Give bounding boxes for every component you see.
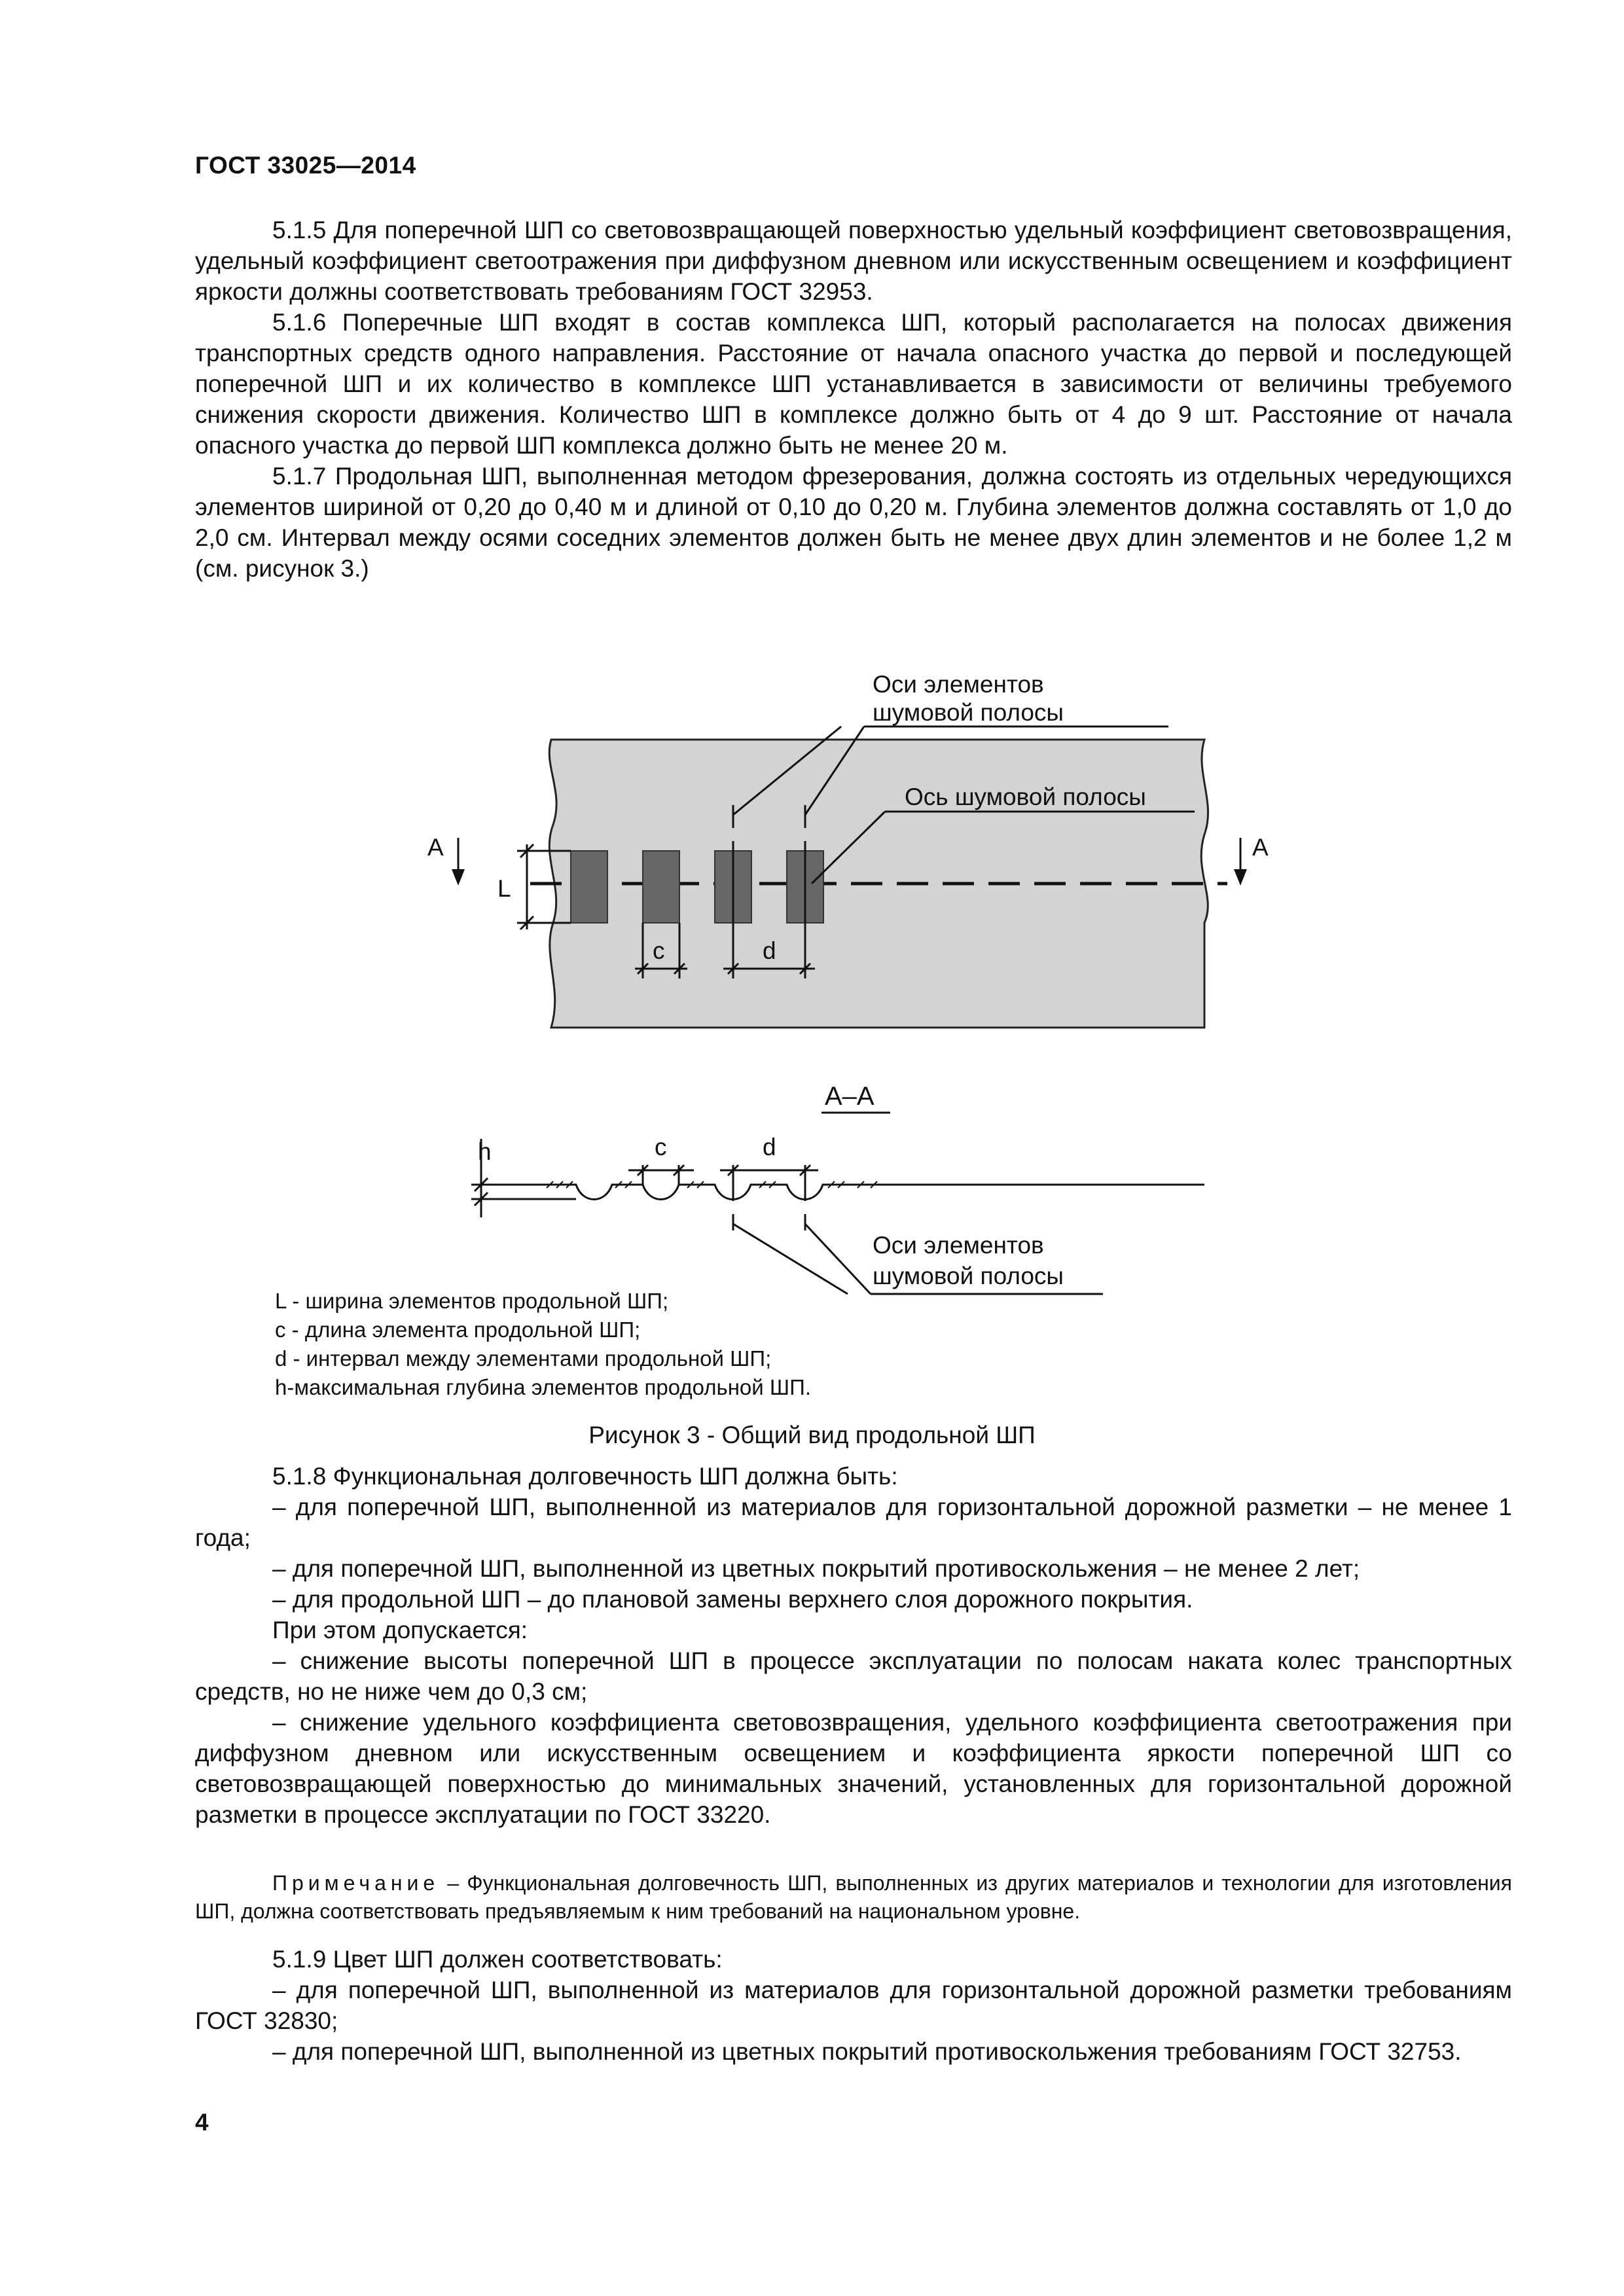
dim-h-label: h	[478, 1138, 492, 1165]
dim-c-label-plan: c	[653, 937, 665, 964]
rumble-element	[643, 851, 679, 923]
list-item: – для поперечной ШП, выполненной из материалов для горизонтальной дорожной разметки требованиям ГОСТ 32830;	[195, 1977, 1512, 2034]
note-label: Примечание	[272, 1871, 440, 1895]
legend-item: d - интервал между элементами продольной ШП;	[275, 1346, 772, 1371]
list-item: – для поперечной ШП, выполненной из цветных покрытий противоскольжения – не менее 2 лет;	[272, 1555, 1360, 1582]
list-item: – для поперечной ШП, выполненной из материалов для горизонтальной дорожной разметки – не менее 1 года;	[195, 1494, 1512, 1551]
section-text-mid	[195, 1461, 1512, 1830]
leader-section-2	[805, 1224, 871, 1294]
legend-item: h-максимальная глубина элементов продольной ШП.	[275, 1375, 812, 1399]
section-element-axes	[733, 1185, 805, 1230]
dimension-d-section	[720, 1165, 818, 1185]
note	[195, 1869, 1512, 1926]
leader-section-1	[733, 1224, 848, 1294]
figure-caption: Рисунок 3 - Общий вид продольной ШП	[588, 1422, 1036, 1448]
axes-label-bottom-1: Оси элементов	[873, 1232, 1044, 1259]
paragraph-5-1-5: 5.1.5 Для поперечной ШП со световозвращающей поверхностью удельный коэффициент световозвращения, удельный коэффициент светоотражения при диффузном дневном или искусственным освещением и коэффициент яркости должны соответствовать требованиям ГОСТ 32953.	[195, 217, 1512, 305]
list-item: – для поперечной ШП, выполненной из цветных покрытий противоскольжения требованиям ГОСТ 32753.	[272, 2038, 1462, 2065]
list-item: – снижение высоты поперечной ШП в процессе эксплуатации по полосам наката колес транспортных средств, но не ниже чем до 0,3 см;	[195, 1647, 1512, 1705]
section-a-right-label: A	[1252, 834, 1269, 861]
figure-legend	[275, 1287, 811, 1402]
note-text: – Функциональная долговечность ШП, выполненных из других материалов и технологии для изготовления ШП, должна соответствовать предъявляемым к ним требований на национальном уровне.	[195, 1871, 1512, 1923]
dim-c-label-section: c	[655, 1134, 667, 1160]
dim-d-label-section: d	[763, 1134, 776, 1160]
figure-3-diagram	[419, 661, 1270, 1309]
paragraph-5-1-8: 5.1.8 Функциональная долговечность ШП должна быть:	[272, 1463, 898, 1490]
list-item: – снижение удельного коэффициента световозвращения, удельного коэффициента светоотражения при диффузном дневном или искусственным освещением и коэффициента яркости поперечной ШП со световозвращающей поверхностью до минимальных значений, установленных для горизонтальной дорожной разметки в процессе эксплуатации по ГОСТ 33220.	[195, 1709, 1512, 1828]
legend-item: L - ширина элементов продольной ШП;	[275, 1289, 669, 1313]
section-text-top	[195, 215, 1512, 584]
strip-axis-label: Ось шумовой полосы	[905, 783, 1146, 810]
paragraph-5-1-6: 5.1.6 Поперечные ШП входят в состав комплекса ШП, который располагается на полосах движения транспортных средств одного направления. Расстояние от начала опасного участка до первой и последующей поперечной ШП и их количество в комплексе ШП устанавливается в зависимости от величины требуемого снижения скорости движения. Количество ШП в комплексе должно быть от 4 до 9 шт. Расстояние от начала опасного участка до первой ШП комплекса должно быть не менее 20 м.	[195, 309, 1512, 459]
paragraph-5-1-9: 5.1.9 Цвет ШП должен соответствовать:	[272, 1946, 723, 1973]
section-text-bottom	[195, 1944, 1512, 2067]
section-a-left-label: A	[427, 834, 444, 861]
paragraph-allowed: При этом допускается:	[272, 1617, 528, 1643]
axes-label-top-2: шумовой полосы	[873, 699, 1064, 726]
legend-item: c - длина элемента продольной ШП;	[275, 1318, 641, 1342]
axes-label-top-1: Оси элементов	[873, 671, 1044, 698]
axes-label-bottom-2: шумовой полосы	[873, 1263, 1064, 1289]
page-number: 4	[195, 2109, 209, 2136]
dim-L-label: L	[497, 875, 511, 902]
document-header: ГОСТ 33025—2014	[195, 152, 416, 179]
dim-d-label-plan: d	[763, 937, 776, 964]
ground-profile	[543, 1185, 1204, 1200]
rumble-element	[571, 851, 607, 923]
paragraph-5-1-7: 5.1.7 Продольная ШП, выполненная методом фрезерования, должна состоять из отдельных чередующихся элементов шириной от 0,20 до 0,40 м и длиной от 0,10 до 0,20 м. Глубина элементов должна составлять от 1,0 до 2,0 см. Интервал между осями соседних элементов должен быть не менее двух длин элементов и не более 1,2 м (см. рисунок 3.)	[195, 463, 1512, 582]
list-item: – для продольной ШП – до плановой замены верхнего слоя дорожного покрытия.	[272, 1586, 1193, 1613]
section-title: A–A	[825, 1082, 875, 1111]
dimension-c-section	[628, 1165, 694, 1185]
